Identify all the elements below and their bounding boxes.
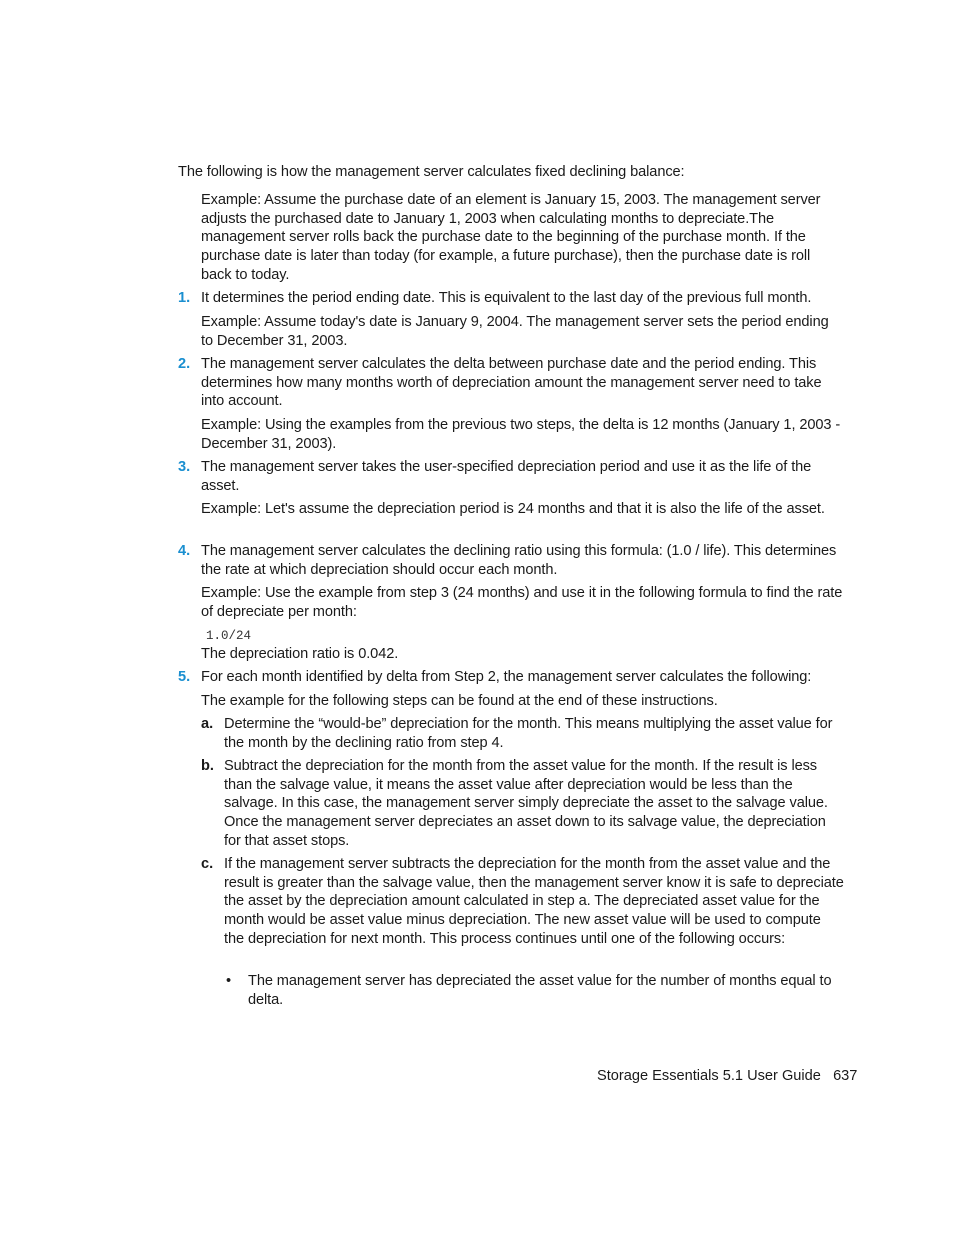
step-number-4: 4. xyxy=(178,543,191,559)
substep-text-c: If the management server subtracts the depreciation for the month from the asset value and the result is greater than the salvage value, then the management server know it is safe to depreciate the asset by the depreciation amount calculated in step a. The depreciated asset value for the month would be asset value minus depreciation. The new asset value will be used to compute the depreciation for next month. This process continues until one of the following occurs: xyxy=(224,856,844,947)
substep-letter-a: a. xyxy=(201,716,214,732)
intro-paragraph: The following is how the management server calculates fixed declining balance: xyxy=(178,164,685,180)
step-text-4: The management server calculates the declining ratio using this formula: (1.0 / life). This determines the rate at which depreciation should occur each month. xyxy=(201,543,837,578)
step-example-4: Example: Use the example from step 3 (24 months) and use it in the following formula to find the rate of depreciate per month: xyxy=(201,585,843,620)
step-example-1: Example: Assume today's date is January 9, 2004. The management server sets the period ending to December 31, 2003. xyxy=(201,314,829,349)
step-result-4: The depreciation ratio is 0.042. xyxy=(201,646,399,662)
step-number-5: 5. xyxy=(178,669,191,685)
step-number-3: 3. xyxy=(178,459,191,475)
step-example-5: The example for the following steps can be found at the end of these instructions. xyxy=(201,693,718,709)
page-number: 637 xyxy=(833,1068,858,1084)
substep-text-b: Subtract the depreciation for the month from the asset value for the month. If the result is less than the salvage value, it means the asset value after depreciation would be less than the salvage. In this case, the management server simply depreciate the asset to the salvage value. Once the management server depreciates an asset down to its salvage value, the depreciation for that asset stops. xyxy=(224,758,828,849)
step-number-2: 2. xyxy=(178,356,191,372)
step-text-3: The management server takes the user-specified depreciation period and use it as the life of the asset. xyxy=(201,459,812,494)
formula-code: 1.0/24 xyxy=(206,629,252,643)
page-footer xyxy=(597,1067,857,1085)
step-text-2: The management server calculates the delta between purchase date and the period ending. This determines how many months worth of depreciation amount the management server need to take into account. xyxy=(201,356,822,410)
step-example-2: Example: Using the examples from the previous two steps, the delta is 12 months (January 1, 2003 - December 31, 2003). xyxy=(201,417,841,452)
bullet-mark: • xyxy=(226,973,232,989)
step-text-1: It determines the period ending date. This is equivalent to the last day of the previous full month. xyxy=(201,290,812,306)
substep-text-a: Determine the “would-be” depreciation for the month. This means multiplying the asset value for the month by the declining ratio from step 4. xyxy=(224,716,833,751)
example-paragraph-0: Example: Assume the purchase date of an element is January 15, 2003. The management server adjusts the purchased date to January 1, 2003 when calculating months to depreciate.The management server rolls back the purchase date to the beginning of the purchase month. If the purchase date is later than today (for example, a future purchase), then the purchase date is roll back to today. xyxy=(201,192,821,283)
bullet-text: The management server has depreciated the asset value for the number of months equal to delta. xyxy=(248,973,832,1008)
step-example-3: Example: Let's assume the depreciation period is 24 months and that it is also the life of the asset. xyxy=(201,501,825,517)
substep-letter-b: b. xyxy=(201,758,214,774)
step-text-5: For each month identified by delta from Step 2, the management server calculates the following: xyxy=(201,669,812,685)
substep-letter-c: c. xyxy=(201,856,214,872)
step-number-1: 1. xyxy=(178,290,191,306)
footer-title: Storage Essentials 5.1 User Guide xyxy=(597,1068,821,1084)
